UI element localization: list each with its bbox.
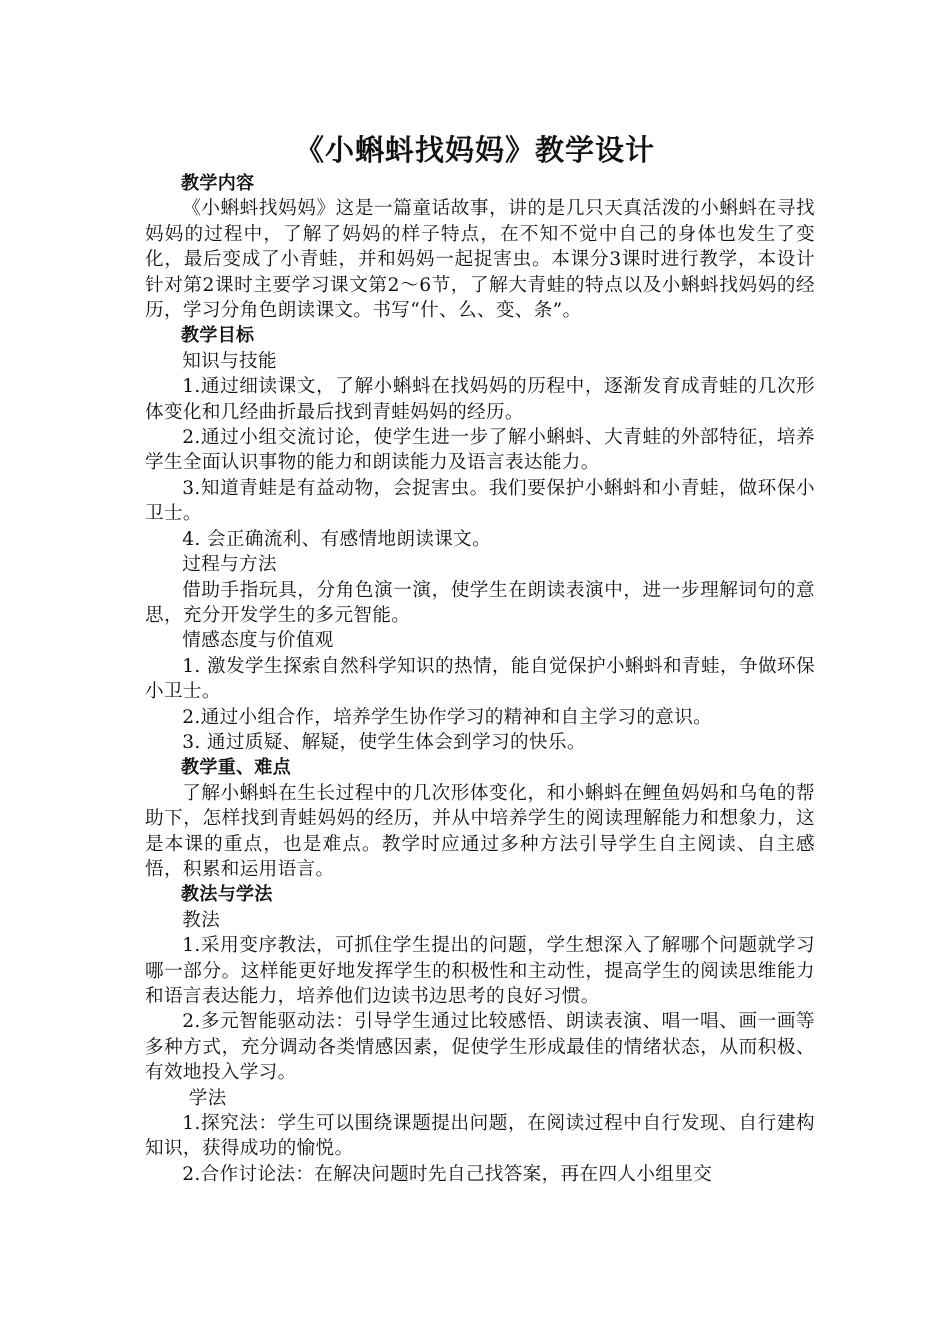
paragraph: 3. 通过质疑、解疑，使学生体会到学习的快乐。 [182, 731, 586, 753]
section-heading: 教学目标 [181, 325, 255, 347]
section-heading: 教学重、难点 [181, 757, 292, 779]
paragraph: 2.合作讨论法：在解决问题时先自己找答案，再在四人小组里交 [182, 1163, 713, 1185]
paragraph: 《小蝌蚪找妈妈》这是一篇童话故事，讲的是几只天真活泼的小蝌蚪在寻找妈妈的过程中，了解了妈妈的样子特点，在不知不觉中自己的身体也发生了变化，最后变成了小青蛙，并和妈妈一起捉害虫。本课分3课时进行教学，本设计针对第2课时主要学习课文第2～6节，了解大青蛙的特点以及小蝌蚪找妈妈的经历，学习分角色朗读课文。书写“什、么、变、条”。 [145, 198, 815, 322]
paragraph: 4. 会正确流利、有感情地朗读课文。 [182, 528, 492, 550]
paragraph: 1.采用变序教法，可抓住学生提出的问题，学生想深入了解哪个问题就学习哪一部分。这样能更好地发挥学生的积极性和主动性，提高学生的阅读思维能力和语言表达能力，培养他们边读书边思考的良好习惯。 [145, 935, 815, 1007]
subsection-heading: 教法 [182, 909, 221, 931]
paragraph: 1. 激发学生探索自然科学知识的热情，能自觉保护小蝌蚪和青蛙，争做环保小卫士。 [145, 655, 815, 703]
document-body [145, 171, 815, 1187]
subsection-heading: 情感态度与价值观 [182, 630, 334, 652]
paragraph: 借助手指玩具，分角色演一演，使学生在朗读表演中，进一步理解词句的意思，充分开发学生的多元智能。 [145, 579, 815, 626]
paragraph: 2.多元智能驱动法：引导学生通过比较感悟、朗读表演、唱一唱、画一画等多种方式，充分调动各类情感因素，促使学生形成最佳的情绪状态，从而积极、有效地投入学习。 [145, 1011, 815, 1084]
section-heading: 教法与学法 [181, 884, 273, 906]
section-heading: 教学内容 [181, 173, 255, 194]
paragraph: 了解小蝌蚪在生长过程中的几次形体变化，和小蝌蚪在鲤鱼妈妈和乌龟的帮助下，怎样找到青蛙妈妈的经历，并从中培养学生的阅读理解能力和想象力，这是本课的重点，也是难点。教学时应通过多种方法引导学生自主阅读、自主感悟，积累和运用语言。 [145, 782, 815, 880]
subsection-heading: 学法 [188, 1087, 227, 1109]
paragraph: 3.知道青蛙是有益动物，会捉害虫。我们要保护小蝌蚪和小青蛙，做环保小卫士。 [145, 477, 815, 525]
paragraph: 1.通过细读课文，了解小蝌蚪在找妈妈的历程中，逐渐发育成青蛙的几次形体变化和几经曲折最后找到青蛙妈妈的经历。 [145, 376, 815, 423]
paragraph: 2.通过小组交流讨论，使学生进一步了解小蝌蚪、大青蛙的外部特征，培养学生全面认识事物的能力和朗读能力及语言表达能力。 [145, 427, 815, 474]
subsection-heading: 知识与技能 [182, 350, 277, 372]
paragraph: 1.探究法：学生可以围绕课题提出问题，在阅读过程中自行发现、自行建构知识，获得成功的愉悦。 [145, 1113, 815, 1160]
paragraph: 2.通过小组合作，培养学生协作学习的精神和自主学习的意识。 [182, 706, 713, 728]
document-title: 《小蝌蚪找妈妈》教学设计 [294, 133, 655, 167]
subsection-heading: 过程与方法 [182, 554, 277, 576]
